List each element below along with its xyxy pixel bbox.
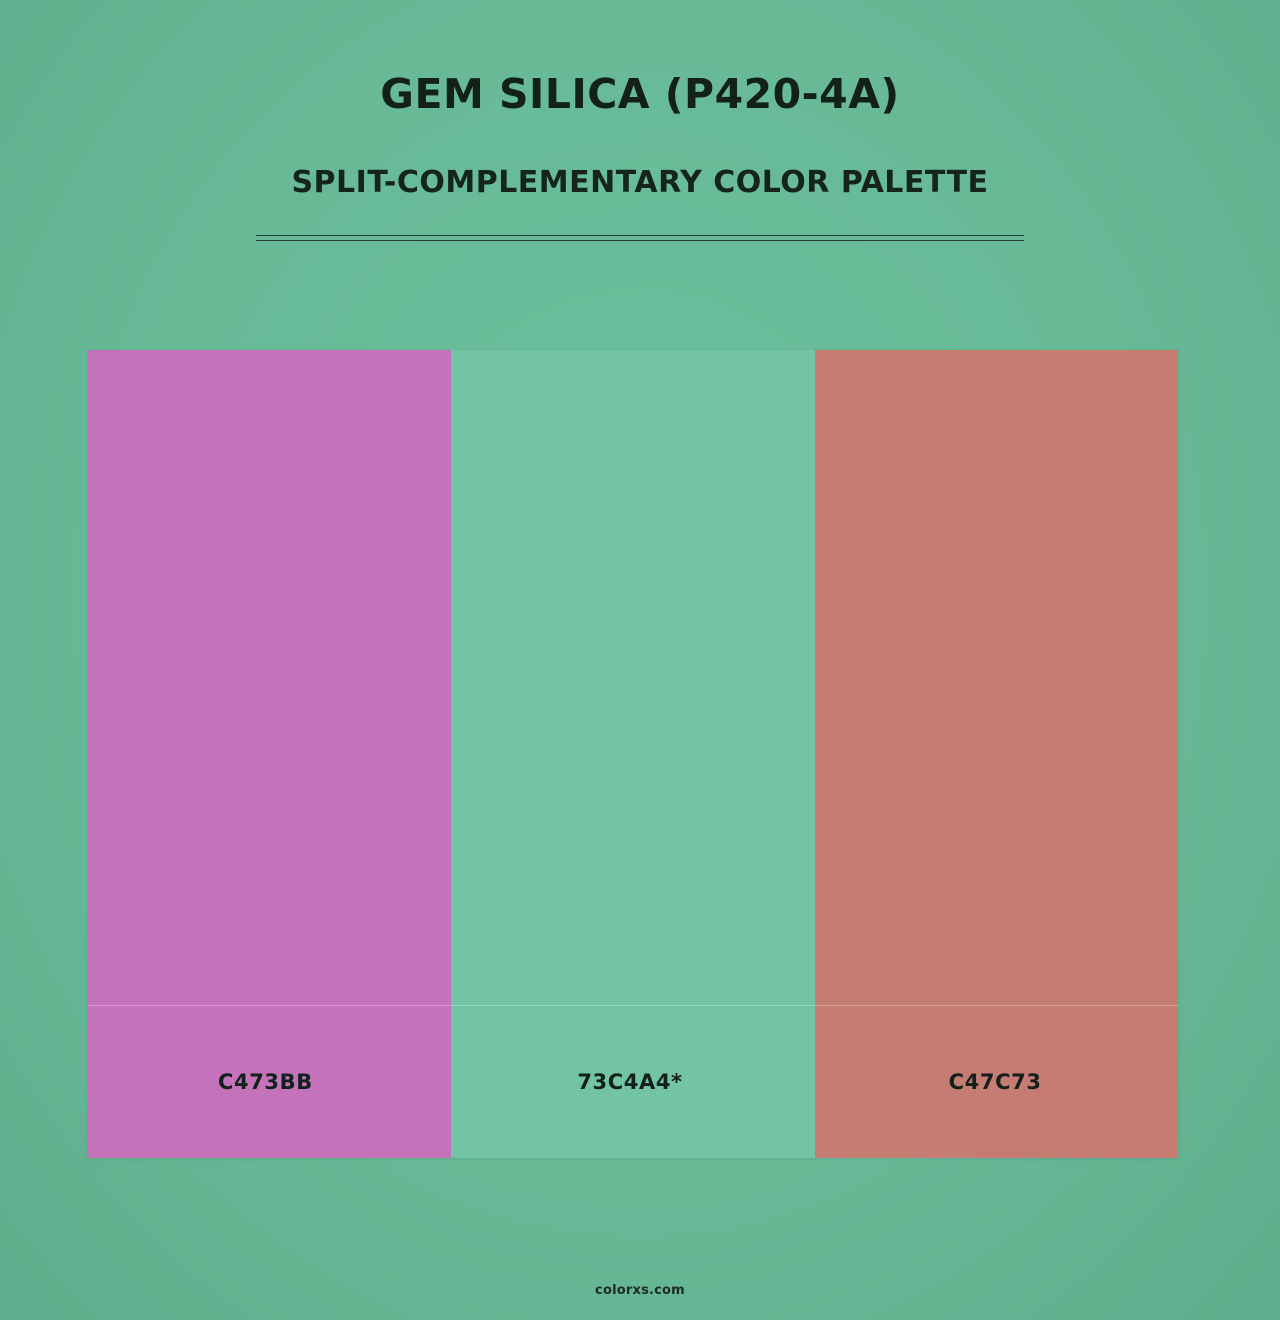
page-header [0, 0, 1280, 241]
swatch-2[interactable] [451, 350, 814, 1158]
swatch-2-color [451, 350, 814, 1005]
page-title: GEM SILICA (P420-4A) [380, 70, 900, 118]
header-divider [256, 235, 1024, 241]
swatch-1-color [88, 350, 451, 1005]
swatch-3[interactable] [815, 350, 1178, 1158]
page-subtitle: SPLIT-COMPLEMENTARY COLOR PALETTE [291, 165, 989, 201]
color-palette [88, 350, 1178, 1158]
swatch-1[interactable] [88, 350, 451, 1158]
swatch-3-color [815, 350, 1178, 1005]
swatch-2-hex-label: 73C4A4* [451, 1005, 814, 1158]
swatch-1-hex-label: C473BB [88, 1005, 451, 1158]
footer-site-label: colorxs.com [595, 1283, 685, 1298]
swatch-3-hex-label: C47C73 [815, 1005, 1178, 1158]
